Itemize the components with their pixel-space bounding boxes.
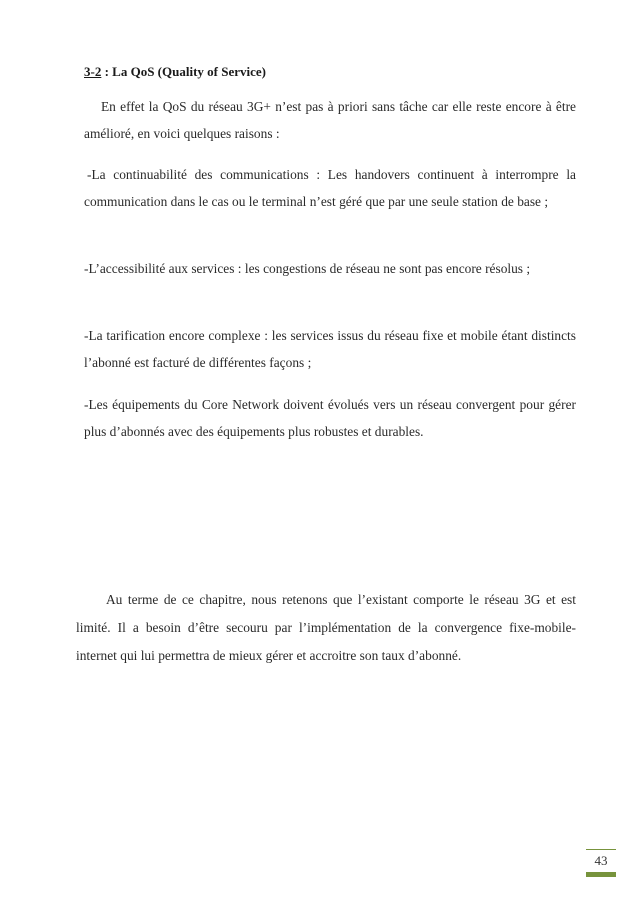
page-number-top-rule: [586, 849, 616, 850]
section-number: 3-2: [84, 64, 102, 79]
intro-paragraph: En effet la QoS du réseau 3G+ n’est pas à priori sans tâche car elle reste encore à être amélioré, en voici quelques raisons :: [84, 99, 576, 141]
point-accessibility: -L’accessibilité aux services : les congestions de réseau ne sont pas encore résolus ;: [84, 261, 531, 276]
section-title: : La QoS (Quality of Service): [101, 64, 266, 79]
section-heading: [84, 64, 266, 80]
point-continuity: -La continuabilité des communications : Les handovers continuent à interrompre la communication dans le cas ou le terminal n’est géré que par une seule station de base ;: [84, 167, 576, 209]
point-core-network: -Les équipements du Core Network doivent évolués vers un réseau convergent pour gérer plus d’abonnés avec des équipements plus robustes et durables.: [84, 397, 576, 439]
point-pricing: -La tarification encore complexe : les services issus du réseau fixe et mobile étant distincts l’abonné est facturé de différentes façons ;: [84, 328, 576, 370]
page-number: 43: [594, 853, 608, 868]
conclusion-paragraph: Au terme de ce chapitre, nous retenons que l’existant comporte le réseau 3G et est limité. Il a besoin d’être secouru par l’implémentation de la convergence fixe-mobile-internet qui lui permettra de mieux gérer et accroitre son taux d’abonné.: [76, 592, 576, 663]
page-number-accent-bar: [586, 872, 616, 877]
